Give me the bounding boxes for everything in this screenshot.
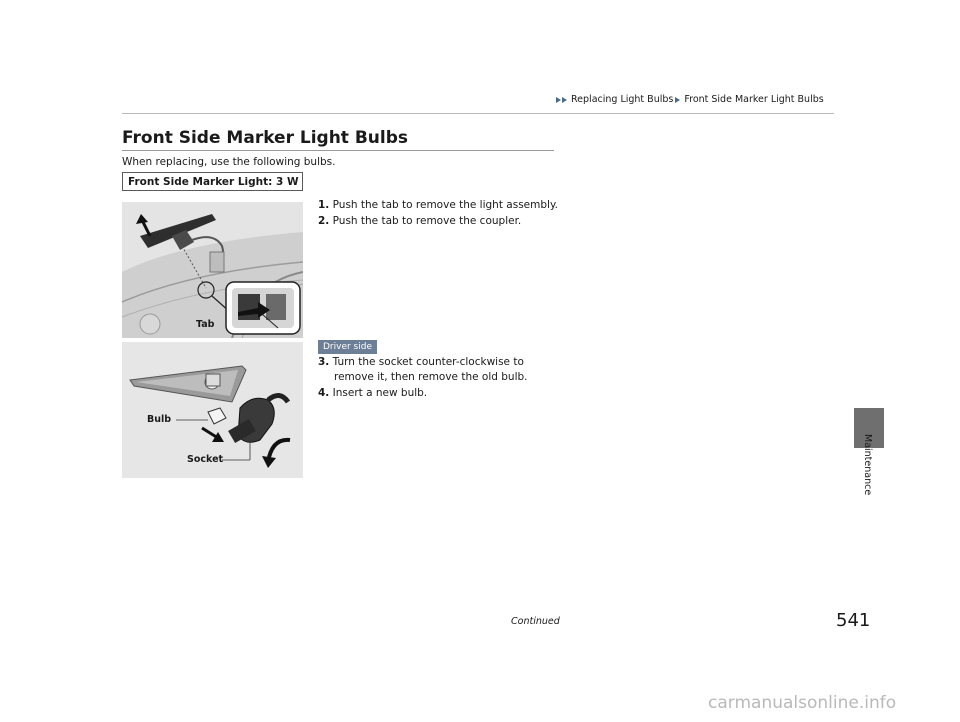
bulb-spec-box: Front Side Marker Light: 3 W	[122, 172, 303, 191]
callout-tab: Tab	[196, 319, 215, 330]
breadcrumb-arrow-icon	[675, 97, 681, 103]
page-title: Front Side Marker Light Bulbs	[122, 128, 409, 148]
light-assembly-illustration	[122, 202, 303, 338]
callout-socket: Socket	[187, 454, 224, 465]
step-3-continued: remove it, then remove the old bulb.	[334, 371, 528, 383]
driver-side-badge: Driver side	[318, 340, 377, 354]
breadcrumb-arrow-icon	[556, 97, 568, 103]
step-2: 2. Push the tab to remove the coupler.	[318, 215, 522, 227]
breadcrumb-current: Front Side Marker Light Bulbs	[684, 94, 824, 105]
header-rule	[122, 113, 834, 114]
watermark[interactable]: carmanualsonline.info	[708, 693, 897, 713]
page-number: 541	[836, 610, 871, 631]
chapter-tab-label: Maintenance	[862, 434, 873, 496]
continued-label: Continued	[511, 616, 560, 627]
figure-light-assembly	[122, 202, 303, 338]
breadcrumb-parent[interactable]: Replacing Light Bulbs	[571, 94, 674, 105]
intro-text: When replacing, use the following bulbs.	[122, 156, 336, 168]
step-1: 1. Push the tab to remove the light assembly.	[318, 199, 558, 211]
breadcrumb	[556, 94, 824, 105]
step-4: 4. Insert a new bulb.	[318, 387, 428, 399]
step-3: 3. Turn the socket counter-clockwise to	[318, 356, 524, 368]
title-rule	[122, 150, 554, 151]
callout-bulb: Bulb	[147, 414, 172, 425]
